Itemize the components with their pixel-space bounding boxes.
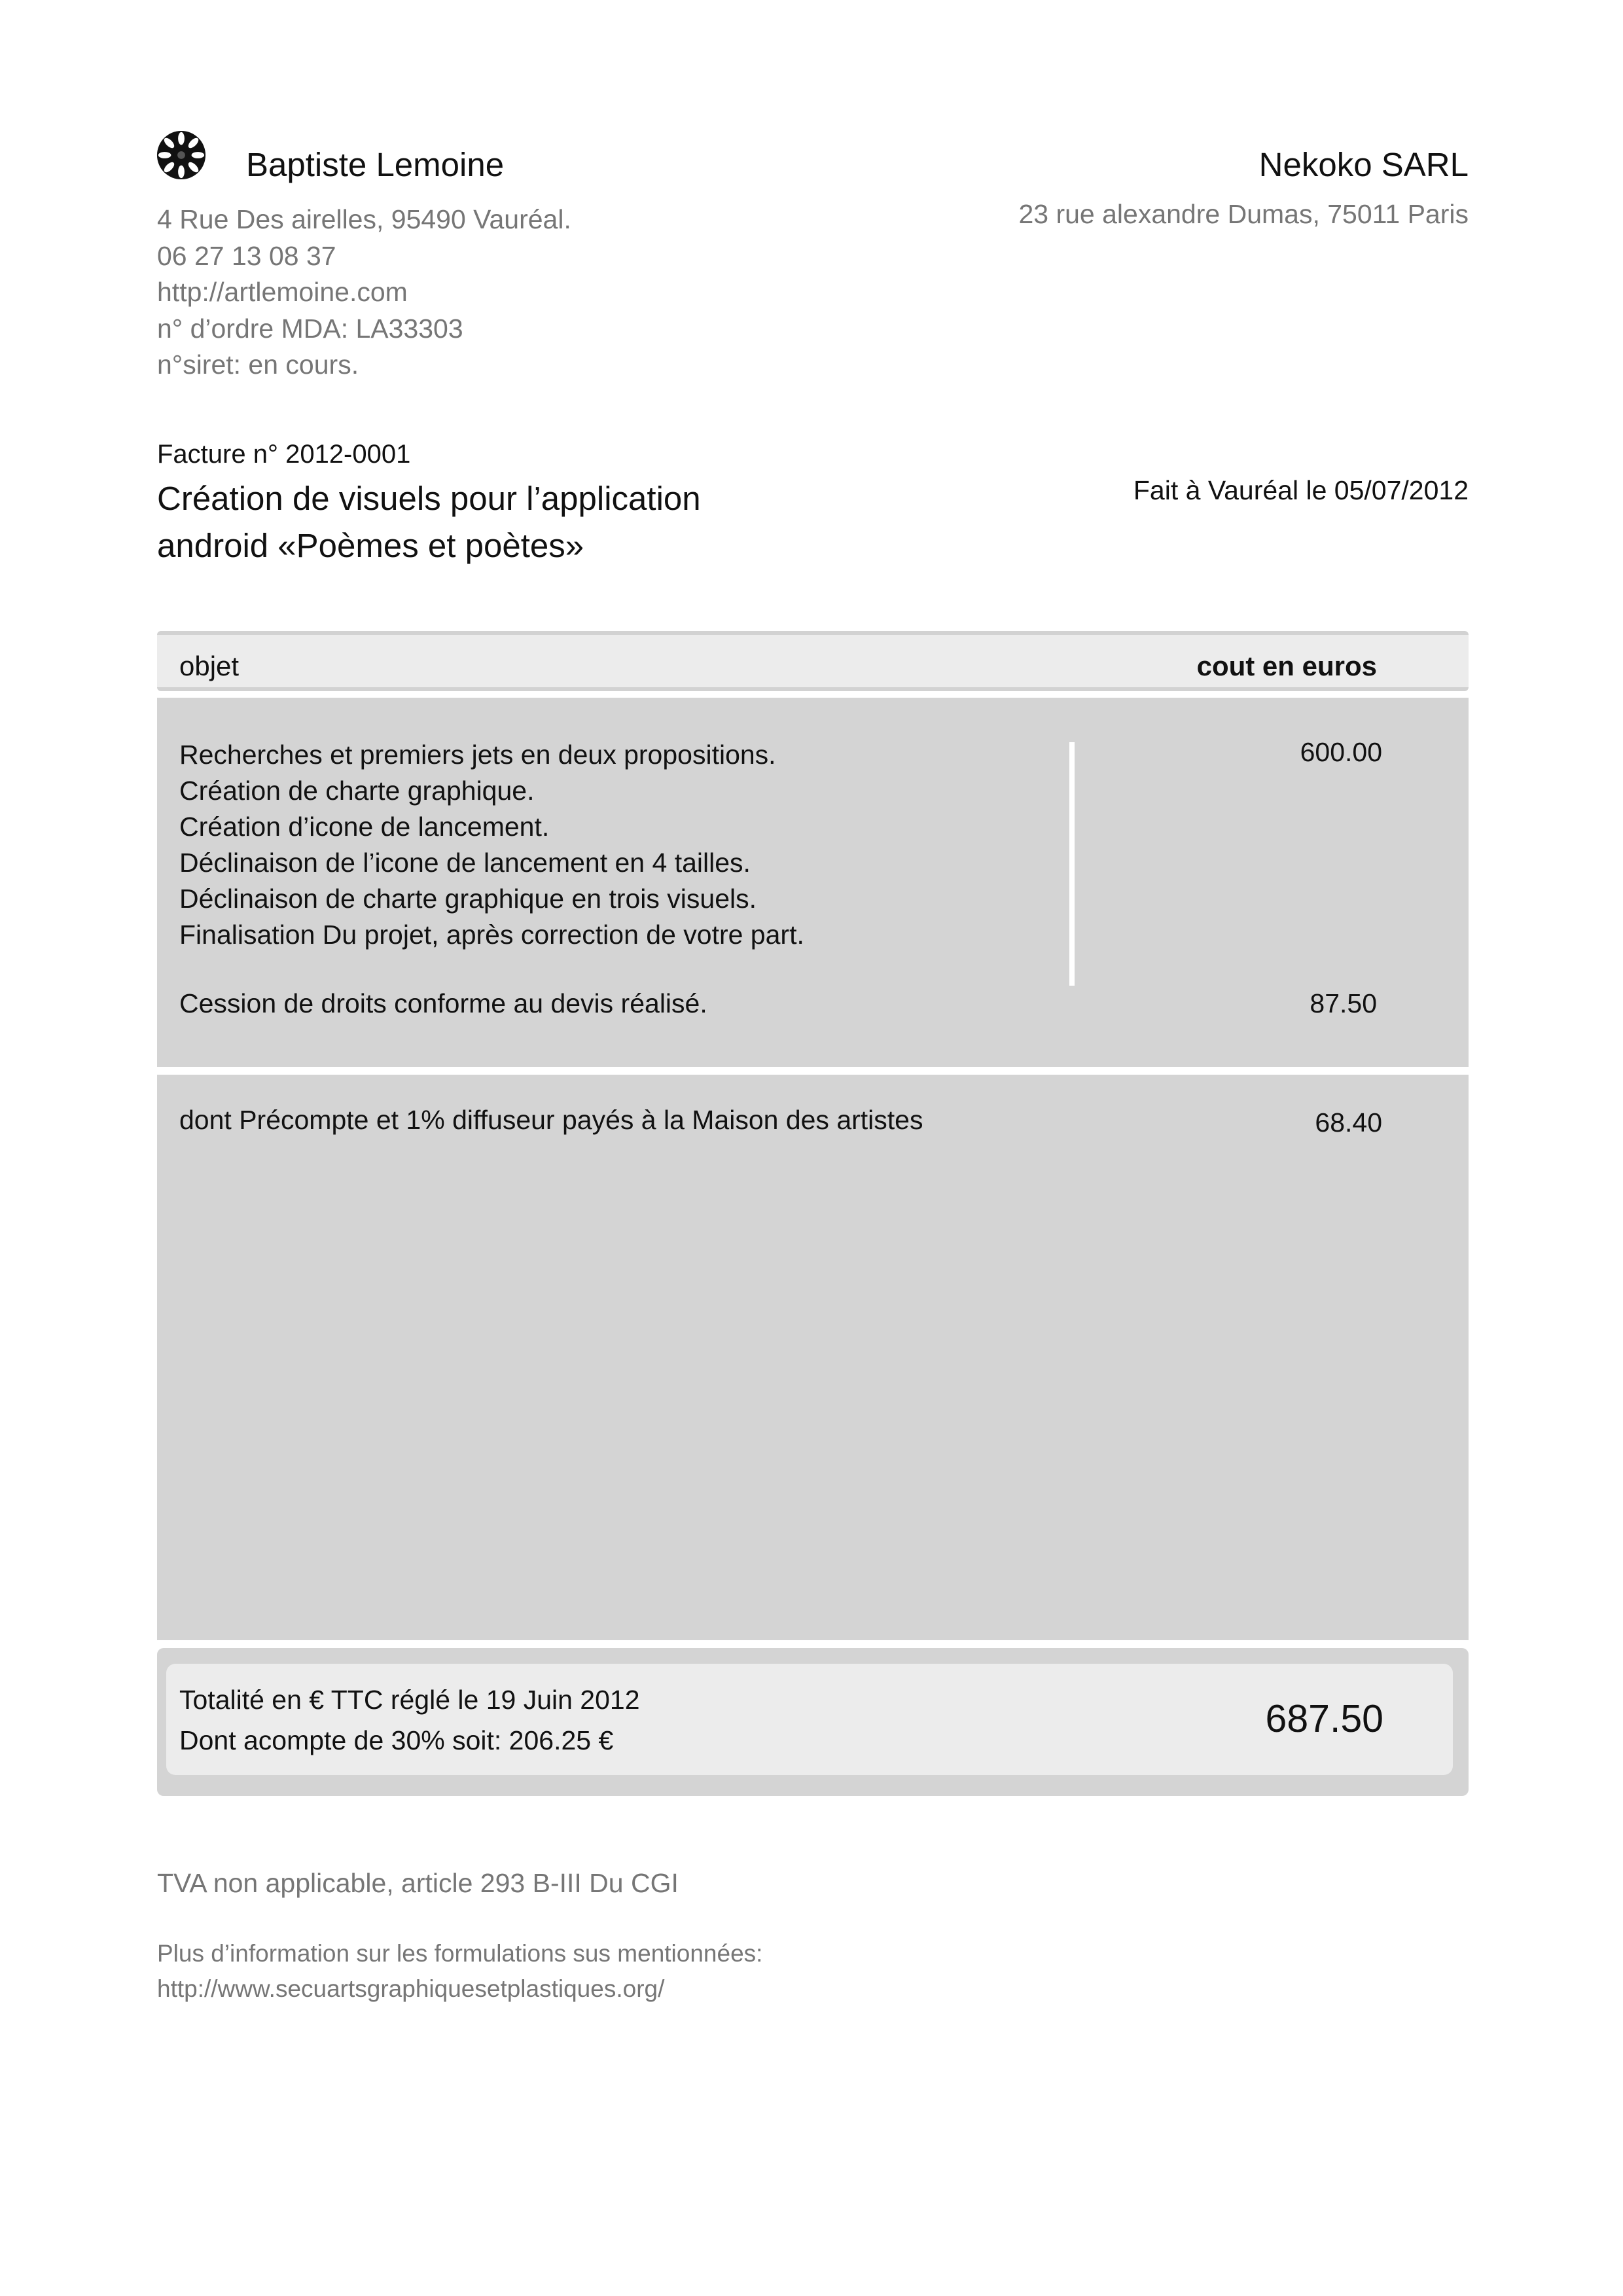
- sender-website-link[interactable]: http://artlemoine.com: [157, 277, 408, 307]
- deposit-line: Dont acompte de 30% soit: 206.25 €: [179, 1725, 614, 1755]
- sender-details: [157, 202, 571, 384]
- total-block: [157, 1648, 1469, 1796]
- sender-name: Baptiste Lemoine: [246, 146, 505, 183]
- items-block: [157, 698, 1469, 1067]
- client-name: Nekoko SARL: [1258, 146, 1469, 183]
- column-header-object: objet: [179, 651, 240, 681]
- client-address: 23 rue alexandre Dumas, 75011 Paris: [1018, 199, 1469, 229]
- contributions-label: dont Précompte et 1% diffuseur payés à la Maison des artistes: [179, 1105, 923, 1135]
- sunflower-logo-icon: [156, 130, 207, 181]
- more-info-link[interactable]: http://www.secuartsgraphiquesetplastiques.org/: [157, 1975, 665, 2002]
- invoice-title-line-2: android «Poèmes et poètes»: [157, 527, 584, 564]
- rights-label: Cession de droits conforme au devis réalisé.: [179, 988, 707, 1018]
- invoice-title: [157, 475, 701, 569]
- list-item: Finalisation Du projet, après correction de votre part.: [179, 920, 804, 950]
- items-price: 600.00: [1300, 737, 1382, 767]
- rights-price: 87.50: [1310, 988, 1377, 1018]
- tva-note: TVA non applicable, article 293 B-III Du CGI: [157, 1868, 679, 1898]
- invoice-number: Facture n° 2012-0001: [157, 440, 411, 469]
- total-panel: [166, 1664, 1453, 1775]
- total-details: [179, 1679, 640, 1761]
- total-paid-line: Totalité en € TTC réglé le 19 Juin 2012: [179, 1685, 640, 1715]
- more-info-text: Plus d’information sur les formulations sus mentionnées:: [157, 1940, 763, 1967]
- sender-mda-order: n° d’ordre MDA: LA33303: [157, 313, 463, 344]
- column-header-cost: cout en euros: [1196, 651, 1377, 681]
- contributions-block: [157, 1075, 1469, 1640]
- invoice-title-line-1: Création de visuels pour l’application: [157, 480, 701, 517]
- total-amount: 687.50: [1265, 1697, 1383, 1740]
- items-list: [179, 737, 804, 953]
- list-item: Création de charte graphique.: [179, 776, 535, 806]
- sender-address: 4 Rue Des airelles, 95490 Vauréal.: [157, 204, 571, 234]
- invoice-date: Fait à Vauréal le 05/07/2012: [1133, 475, 1469, 505]
- list-item: Déclinaison de charte graphique en trois visuels.: [179, 884, 757, 914]
- sender-phone: 06 27 13 08 37: [157, 240, 336, 271]
- column-divider: [1069, 742, 1075, 986]
- table-header: [157, 631, 1469, 691]
- contributions-price: 68.40: [1315, 1107, 1382, 1138]
- list-item: Déclinaison de l’icone de lancement en 4 tailles.: [179, 848, 751, 878]
- list-item: Création d’icone de lancement.: [179, 812, 550, 842]
- more-info: [157, 1936, 762, 2007]
- sender-siret: n°siret: en cours.: [157, 350, 359, 380]
- list-item: Recherches et premiers jets en deux propositions.: [179, 740, 776, 770]
